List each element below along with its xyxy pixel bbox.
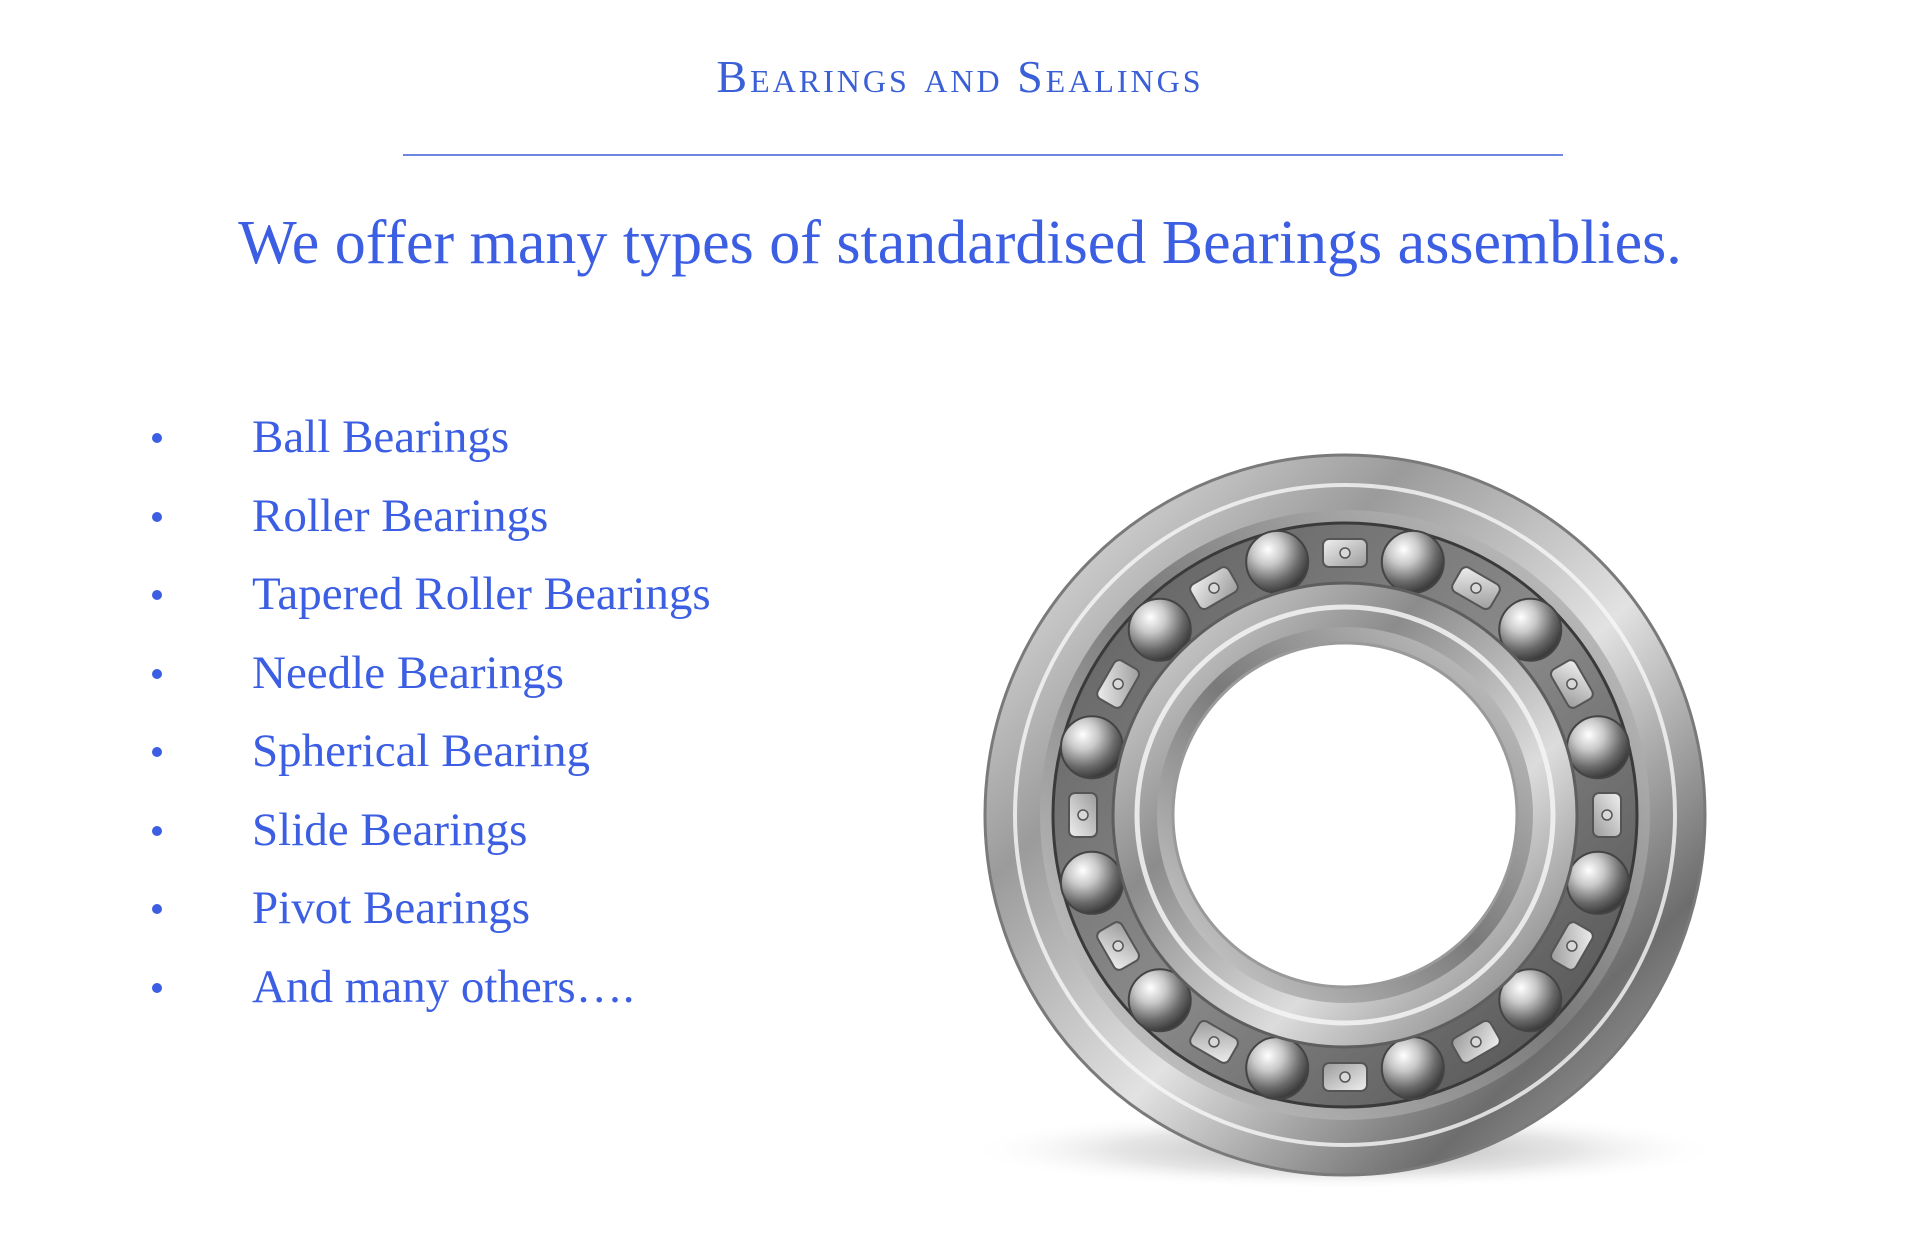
list-item [140,875,711,954]
bearing-ball [1567,716,1629,778]
list-item-label: Spherical Bearing [252,725,591,777]
rivet-head [1471,1037,1481,1047]
bullet-icon [152,826,162,836]
bullet-icon [152,590,162,600]
list-item [140,483,711,562]
bearing-ball [1246,531,1308,593]
bullet-icon [152,983,162,993]
bullet-icon [152,669,162,679]
rivet-head [1567,941,1577,951]
bullet-icon [152,512,162,522]
list-item-label: Ball Bearings [252,411,510,463]
rivet-head [1340,548,1350,558]
list-item-label: And many others…. [252,960,635,1013]
bullet-icon [152,747,162,757]
rivet-head [1567,679,1577,689]
list-item-label: Pivot Bearings [252,882,531,934]
bullet-icon [152,904,162,914]
bullet-icon [152,433,162,443]
bearing-ball [1382,531,1444,593]
page-title: Bearings and Sealings [716,51,1204,102]
bearing-types-list [140,404,711,1032]
bearing-ball [1061,852,1123,914]
list-item-label: Tapered Roller Bearings [252,568,711,620]
list-item [140,718,711,797]
rivet-head [1340,1072,1350,1082]
rivet-head [1209,583,1219,593]
list-item [140,954,711,1033]
list-item [140,561,711,640]
list-item [140,404,711,483]
rivet-head [1209,1037,1219,1047]
bearing-ball [1246,1037,1308,1099]
list-item-label: Roller Bearings [252,489,549,542]
rivet-head [1078,810,1088,820]
rivet-head [1113,941,1123,951]
bearing-ball [1382,1037,1444,1099]
list-item [140,797,711,876]
list-item [140,640,711,719]
rivet-head [1602,810,1612,820]
intro-statement: We offer many types of standardised Bearings assemblies. [238,209,1682,277]
rivet-head [1113,679,1123,689]
bearing-ball [1061,716,1123,778]
rivet-head [1471,583,1481,593]
list-item-label: Needle Bearings [252,646,564,699]
bearing-ball [1567,852,1629,914]
list-item-label: Slide Bearings [252,803,528,856]
title-divider [403,154,1563,156]
ball-bearing-image [925,430,1745,1200]
